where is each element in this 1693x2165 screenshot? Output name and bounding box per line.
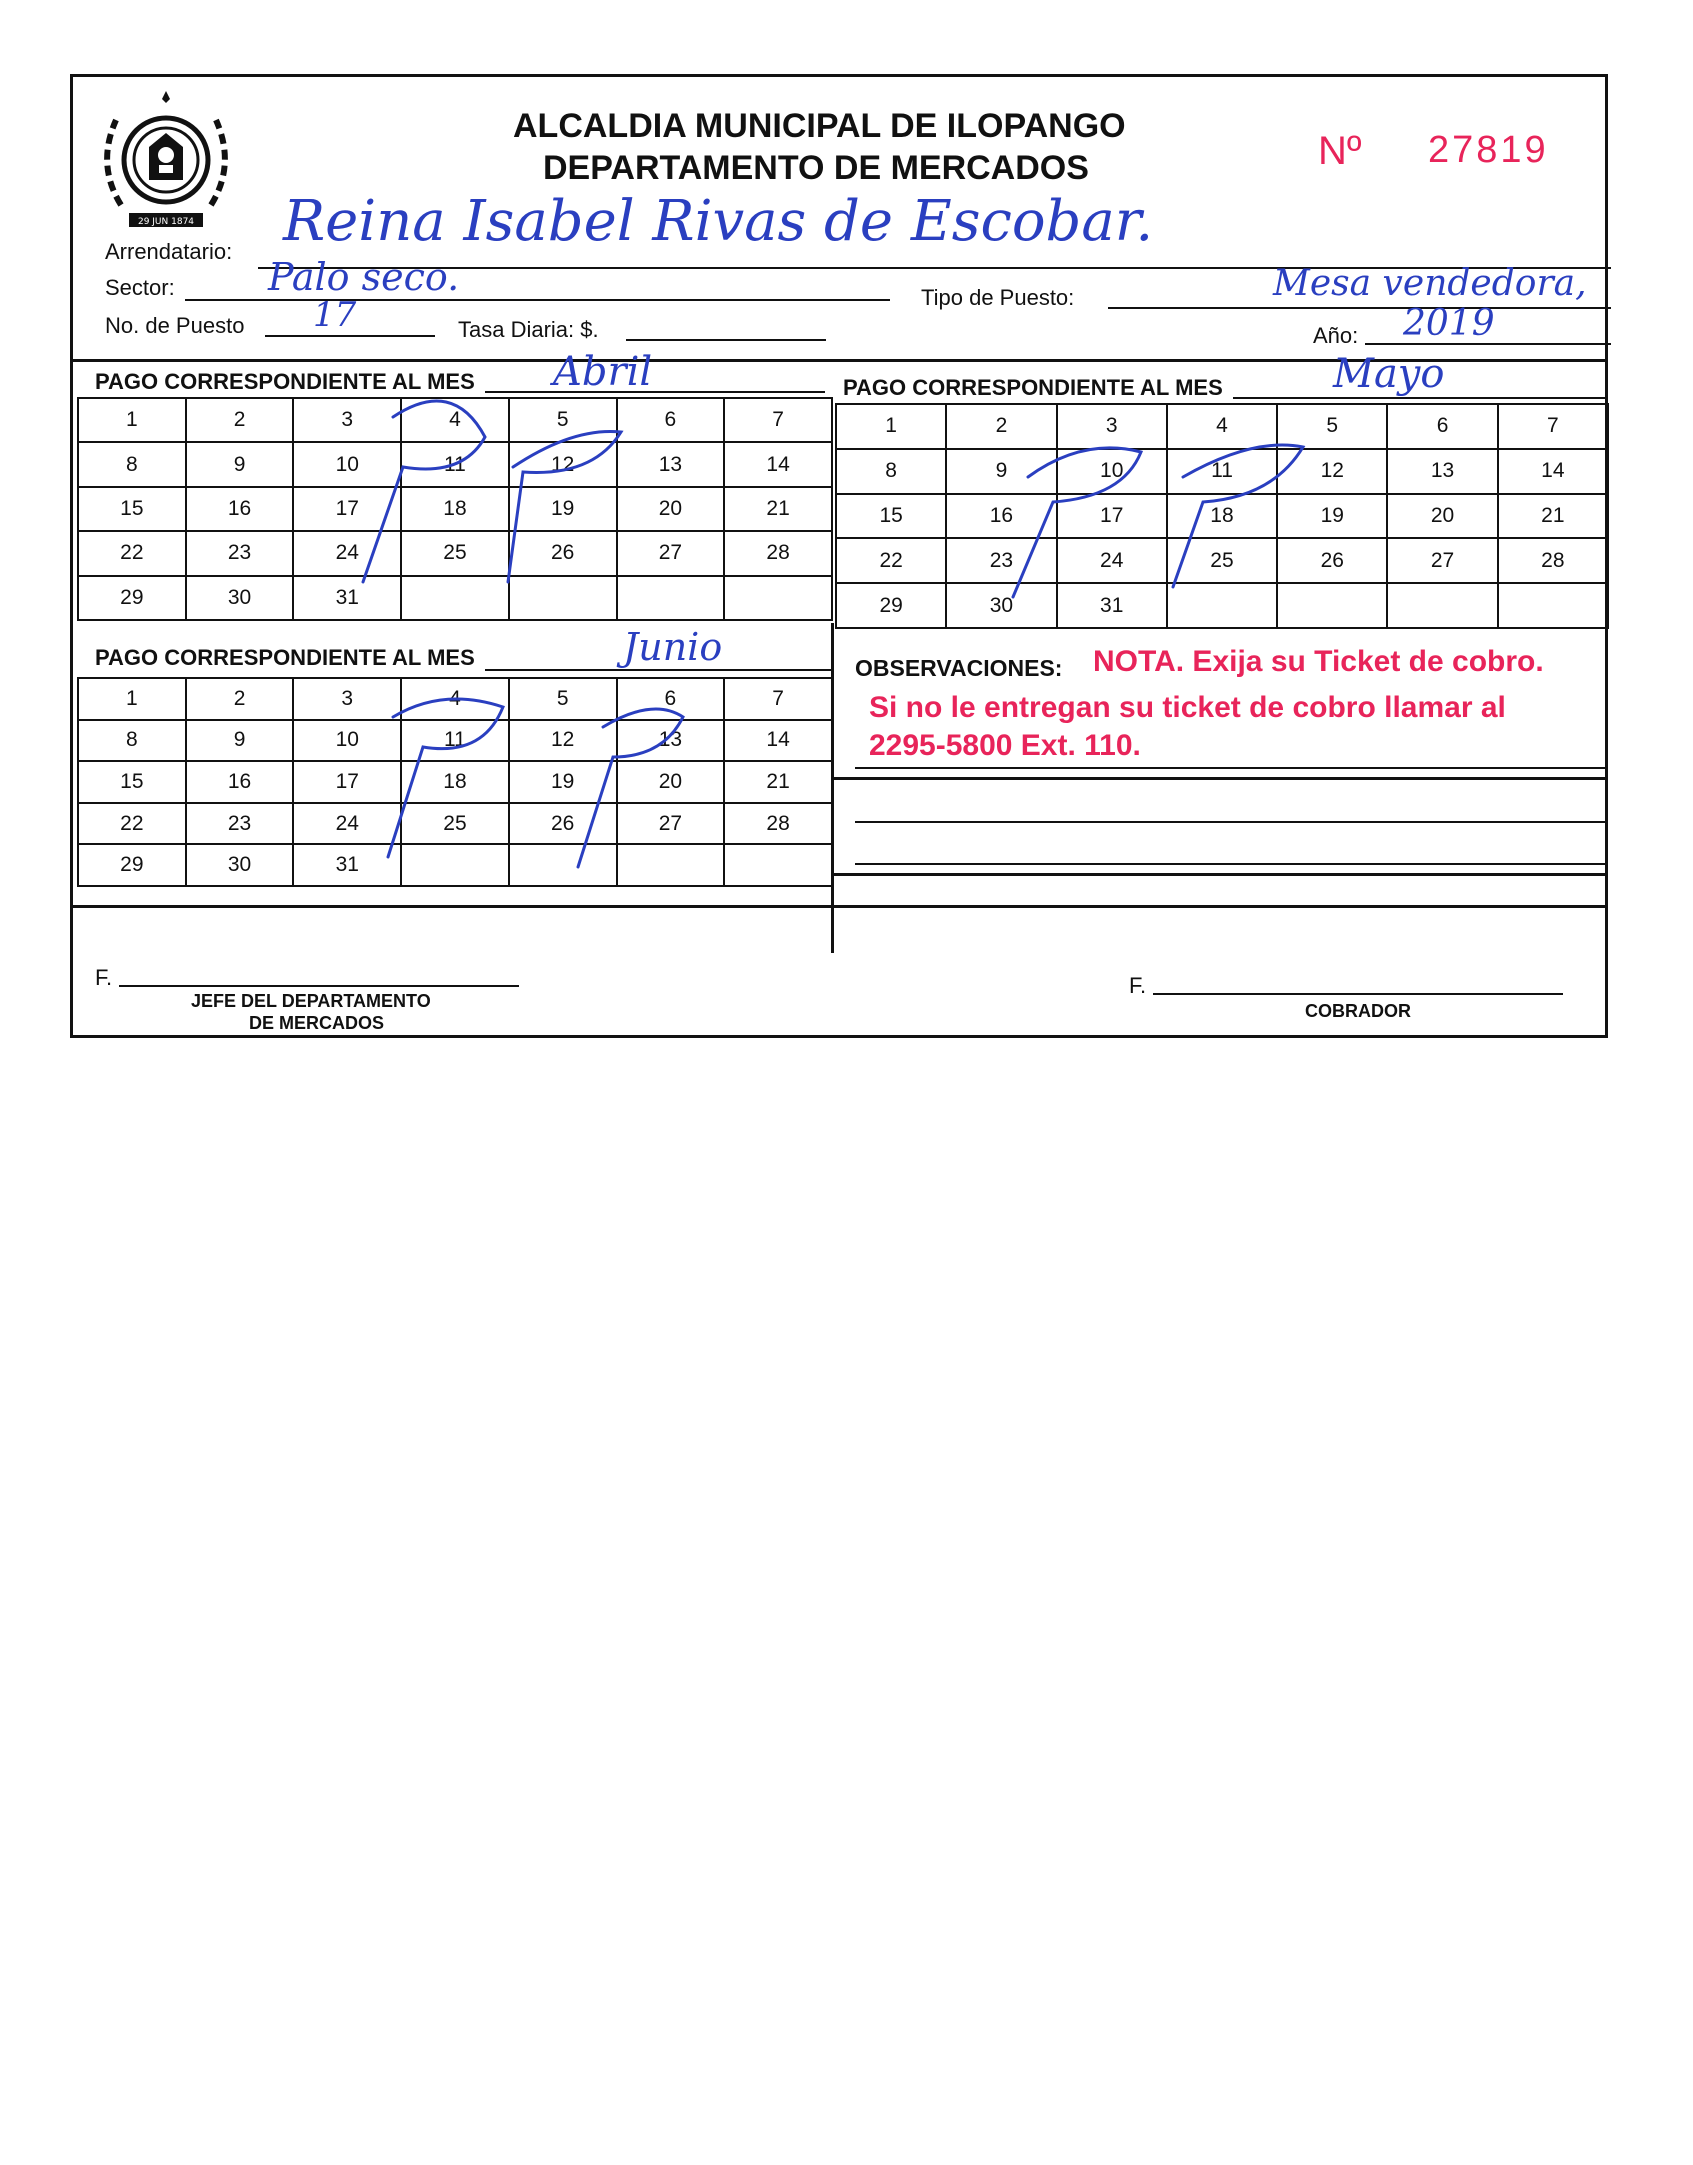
arrendatario-label: Arrendatario: [105, 239, 233, 264]
calendar-day-cell: 2 [186, 678, 294, 720]
calendar-week-row [78, 761, 832, 803]
calendar-day-cell: 16 [186, 761, 294, 803]
calendar-day-cell: 30 [186, 576, 294, 620]
tasa-diaria-label: Tasa Diaria: $. [458, 317, 599, 342]
calendar-week-row [78, 844, 832, 886]
month-2-value: Mayo [1333, 351, 1445, 397]
calendar-day-cell: 9 [186, 720, 294, 762]
calendar-day-cell: 21 [724, 487, 832, 531]
calendar-day-cell: 17 [293, 761, 401, 803]
calendar-day-cell: 10 [1057, 449, 1167, 494]
calendar-day-cell: 28 [724, 803, 832, 845]
calendar-day-cell: 4 [1167, 404, 1277, 449]
calendar-day-cell: 29 [78, 576, 186, 620]
calendar-day-cell: 27 [617, 803, 725, 845]
calendar-day-cell: 31 [1057, 583, 1167, 628]
municipal-seal-logo [91, 85, 241, 235]
calendar-day-cell: 26 [1277, 538, 1387, 583]
calendar-day-cell: 7 [724, 398, 832, 442]
seal-date: 29 JUN 1874 [137, 217, 195, 227]
calendar-day-cell: 13 [617, 720, 725, 762]
calendar-day-cell [724, 576, 832, 620]
calendar-day-cell [509, 844, 617, 886]
sector-value: Palo seco. [268, 255, 460, 299]
calendar-week-row [836, 449, 1608, 494]
calendar-day-cell: 5 [509, 678, 617, 720]
calendar-week-row [836, 583, 1608, 628]
calendar-week-row [78, 803, 832, 845]
calendar-day-cell [401, 844, 509, 886]
month-3-calendar [77, 677, 833, 887]
calendar-day-cell [509, 576, 617, 620]
calendar-day-cell: 27 [617, 531, 725, 575]
calendar-day-cell: 13 [617, 442, 725, 486]
month-1-heading: PAGO CORRESPONDIENTE AL MES [95, 369, 475, 394]
calendar-day-cell: 3 [293, 678, 401, 720]
calendar-day-cell: 15 [836, 494, 946, 539]
calendar-day-cell: 10 [293, 720, 401, 762]
month-3-value: Junio [623, 625, 723, 669]
nota-line-3: 2295-5800 Ext. 110. [869, 729, 1141, 762]
calendar-day-cell: 28 [724, 531, 832, 575]
calendar-day-cell: 16 [186, 487, 294, 531]
calendar-day-cell: 29 [78, 844, 186, 886]
receipt-form [70, 74, 1608, 1038]
calendar-day-cell: 1 [836, 404, 946, 449]
calendar-day-cell: 19 [509, 761, 617, 803]
calendar-day-cell: 21 [724, 761, 832, 803]
title-line-1: ALCALDIA MUNICIPAL DE ILOPANGO [513, 107, 1126, 145]
calendar-day-cell: 25 [401, 803, 509, 845]
calendar-day-cell: 30 [186, 844, 294, 886]
calendar-day-cell: 26 [509, 531, 617, 575]
calendar-day-cell [1498, 583, 1608, 628]
calendar-week-row [78, 576, 832, 620]
calendar-day-cell: 19 [509, 487, 617, 531]
calendar-day-cell: 29 [836, 583, 946, 628]
calendar-day-cell: 5 [509, 398, 617, 442]
tipo-puesto-value: Mesa vendedora, [1273, 263, 1587, 304]
month-1-calendar [77, 397, 833, 621]
calendar-week-row [78, 531, 832, 575]
arrendatario-value: Reina Isabel Rivas de Escobar. [283, 189, 1154, 254]
calendar-day-cell: 5 [1277, 404, 1387, 449]
calendar-day-cell: 3 [1057, 404, 1167, 449]
puesto-value: 17 [313, 295, 357, 335]
calendar-day-cell: 24 [293, 803, 401, 845]
month-2-heading: PAGO CORRESPONDIENTE AL MES [843, 375, 1223, 400]
signature-left-caption-2: DE MERCADOS [249, 1013, 385, 1033]
calendar-day-cell: 21 [1498, 494, 1608, 539]
calendar-day-cell: 14 [1498, 449, 1608, 494]
sector-label: Sector: [105, 275, 175, 300]
calendar-day-cell: 8 [78, 720, 186, 762]
calendar-day-cell: 25 [401, 531, 509, 575]
calendar-day-cell [1167, 583, 1277, 628]
calendar-day-cell: 12 [1277, 449, 1387, 494]
calendar-day-cell: 25 [1167, 538, 1277, 583]
signature-right-caption: COBRADOR [1305, 1001, 1411, 1021]
puesto-label: No. de Puesto [105, 313, 245, 338]
calendar-day-cell: 31 [293, 844, 401, 886]
calendar-day-cell: 20 [617, 487, 725, 531]
calendar-day-cell: 18 [401, 761, 509, 803]
calendar-day-cell: 22 [78, 531, 186, 575]
calendar-week-row [78, 487, 832, 531]
calendar-day-cell: 7 [724, 678, 832, 720]
calendar-day-cell: 22 [836, 538, 946, 583]
calendar-day-cell [617, 576, 725, 620]
calendar-day-cell: 13 [1387, 449, 1497, 494]
calendar-day-cell: 20 [617, 761, 725, 803]
calendar-day-cell: 11 [401, 442, 509, 486]
anio-label: Año: [1313, 323, 1359, 348]
calendar-day-cell: 23 [186, 531, 294, 575]
calendar-day-cell: 2 [186, 398, 294, 442]
calendar-day-cell: 1 [78, 678, 186, 720]
calendar-day-cell: 6 [617, 398, 725, 442]
observaciones-label: OBSERVACIONES: [855, 655, 1063, 681]
calendar-week-row [78, 398, 832, 442]
calendar-day-cell: 3 [293, 398, 401, 442]
calendar-day-cell: 26 [509, 803, 617, 845]
calendar-day-cell: 8 [836, 449, 946, 494]
calendar-week-row [836, 404, 1608, 449]
calendar-day-cell: 27 [1387, 538, 1497, 583]
calendar-day-cell [401, 576, 509, 620]
calendar-day-cell: 4 [401, 678, 509, 720]
calendar-day-cell [1387, 583, 1497, 628]
calendar-day-cell: 23 [946, 538, 1056, 583]
calendar-week-row [78, 678, 832, 720]
calendar-day-cell: 31 [293, 576, 401, 620]
title-line-2: DEPARTAMENTO DE MERCADOS [543, 149, 1089, 187]
calendar-day-cell: 17 [1057, 494, 1167, 539]
calendar-day-cell: 6 [1387, 404, 1497, 449]
calendar-day-cell: 22 [78, 803, 186, 845]
calendar-day-cell: 8 [78, 442, 186, 486]
calendar-day-cell: 20 [1387, 494, 1497, 539]
calendar-day-cell: 18 [401, 487, 509, 531]
calendar-day-cell: 30 [946, 583, 1056, 628]
calendar-week-row [836, 538, 1608, 583]
calendar-day-cell: 9 [946, 449, 1056, 494]
anio-value: 2019 [1403, 303, 1495, 344]
calendar-week-row [78, 442, 832, 486]
calendar-day-cell: 23 [186, 803, 294, 845]
month-3-heading: PAGO CORRESPONDIENTE AL MES [95, 645, 475, 670]
calendar-day-cell [617, 844, 725, 886]
calendar-day-cell: 4 [401, 398, 509, 442]
signature-left-prefix: F. [95, 965, 113, 990]
calendar-day-cell: 15 [78, 487, 186, 531]
calendar-week-row [836, 494, 1608, 539]
month-2-calendar [835, 403, 1609, 629]
calendar-day-cell: 10 [293, 442, 401, 486]
calendar-day-cell: 11 [1167, 449, 1277, 494]
calendar-day-cell: 15 [78, 761, 186, 803]
calendar-week-row [78, 720, 832, 762]
calendar-day-cell: 12 [509, 720, 617, 762]
calendar-day-cell: 9 [186, 442, 294, 486]
nota-line-2: Si no le entregan su ticket de cobro llamar al [869, 691, 1506, 724]
calendar-day-cell: 1 [78, 398, 186, 442]
calendar-day-cell: 7 [1498, 404, 1608, 449]
calendar-day-cell: 11 [401, 720, 509, 762]
calendar-day-cell: 24 [293, 531, 401, 575]
calendar-day-cell [724, 844, 832, 886]
calendar-day-cell: 24 [1057, 538, 1167, 583]
receipt-number: 27819 [1428, 129, 1549, 171]
calendar-day-cell: 14 [724, 720, 832, 762]
receipt-number-label: Nº [1318, 129, 1362, 173]
calendar-day-cell: 17 [293, 487, 401, 531]
calendar-day-cell [1277, 583, 1387, 628]
calendar-day-cell: 28 [1498, 538, 1608, 583]
calendar-day-cell: 14 [724, 442, 832, 486]
signature-left-caption-1: JEFE DEL DEPARTAMENTO [191, 991, 431, 1011]
tipo-puesto-label: Tipo de Puesto: [921, 285, 1075, 310]
nota-line-1: NOTA. Exija su Ticket de cobro. [1093, 645, 1544, 678]
signature-right-prefix: F. [1129, 973, 1147, 998]
calendar-day-cell: 12 [509, 442, 617, 486]
month-1-value: Abril [553, 349, 653, 395]
calendar-day-cell: 19 [1277, 494, 1387, 539]
calendar-day-cell: 18 [1167, 494, 1277, 539]
calendar-day-cell: 6 [617, 678, 725, 720]
calendar-day-cell: 16 [946, 494, 1056, 539]
calendar-day-cell: 2 [946, 404, 1056, 449]
